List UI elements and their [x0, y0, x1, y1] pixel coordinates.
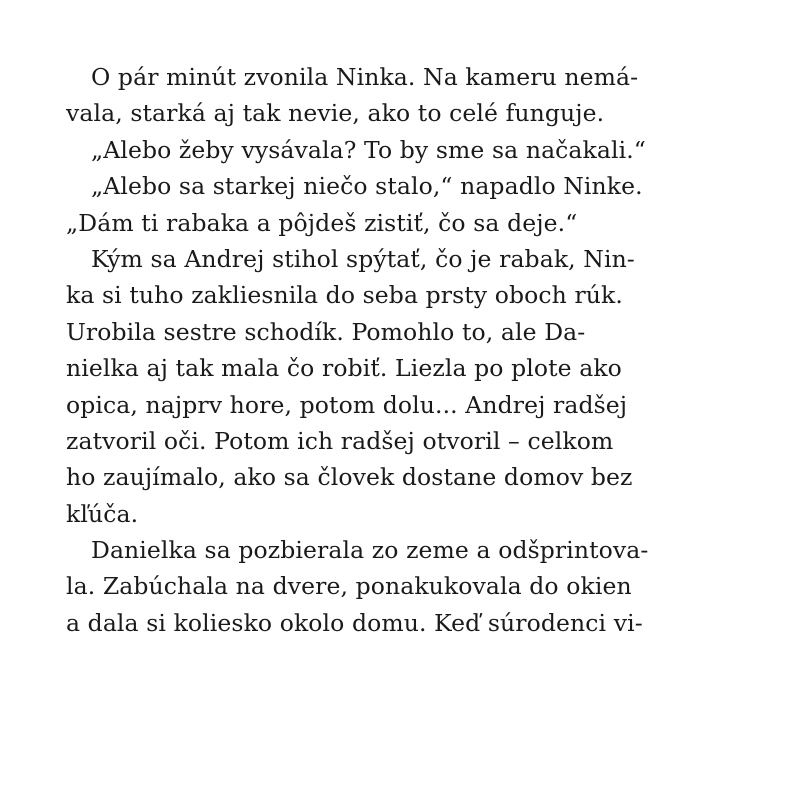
text-line: nielka aj tak mala čo robiť. Liezla po plote ako — [66, 354, 622, 383]
text-line: „Dám ti rabaka a pôjdeš zistiť, čo sa deje.“ — [66, 208, 578, 237]
text-line: „Alebo sa starkej niečo stalo,“ napadlo Ninke. — [91, 172, 643, 201]
body-text — [66, 59, 746, 641]
text-line: Urobila sestre schodík. Pomohlo to, ale Da- — [66, 317, 586, 346]
text-line: vala, starká aj tak nevie, ako to celé funguje. — [66, 99, 605, 128]
text-line: „Alebo žeby vysávala? To by sme sa načakali.“ — [91, 135, 646, 164]
text-line: a dala si koliesko okolo domu. Keď súrodenci vi- — [66, 608, 643, 637]
text-line: opica, najprv hore, potom dolu... Andrej radšej — [66, 390, 628, 419]
text-line: Kým sa Andrej stihol spýtať, čo je rabak, Nin- — [91, 244, 635, 273]
text-line: Danielka sa pozbierala zo zeme a odšprintova- — [91, 536, 649, 565]
text-line: kľúča. — [66, 499, 139, 528]
text-line: la. Zabúchala na dvere, ponakukovala do okien — [66, 572, 632, 601]
text-line: zatvoril oči. Potom ich radšej otvoril – celkom — [66, 426, 614, 455]
text-line: O pár minút zvonila Ninka. Na kameru nemá- — [91, 63, 639, 91]
text-line: ho zaujímalo, ako sa človek dostane domov bez — [66, 463, 633, 492]
text-line: ka si tuho zakliesnila do seba prsty oboch rúk. — [66, 281, 623, 310]
